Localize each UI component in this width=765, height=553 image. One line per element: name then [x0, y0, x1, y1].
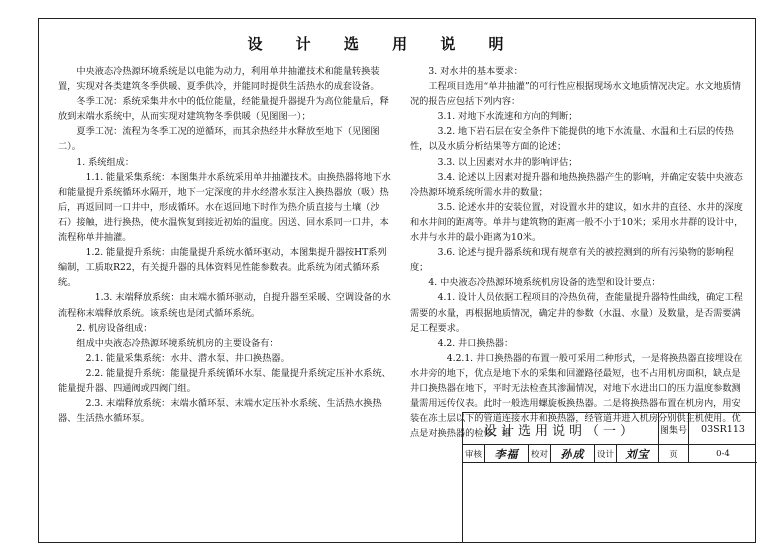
page-number: 0-4: [716, 448, 730, 459]
title-block-header: [462, 412, 756, 444]
paragraph: 2. 机房设备组成：: [76, 322, 153, 334]
check-label: 校对: [529, 445, 551, 462]
paragraph: 4. 中央液态冷热源环境系统机房设备的选型和设计要点：: [428, 277, 661, 289]
paragraph: 3.4. 论述以上因素对提升器和地热换热器产生的影响，并确定安装中央液态冷热源环境系统所需水井的数量；: [410, 171, 743, 198]
paragraph: 中央液态冷热源环境系统是以电能为动力，利用单井抽灌技术和能量转换装置，实现对各类建筑冬季供暖、夏季供冷，并能同时提供生活热水的成套设备。: [58, 66, 380, 93]
paragraph: 3.2. 地下岩石层在安全条件下能提供的地下水流量、水温和土石层的传热性，以及水质分析结果等方面的论述；: [410, 126, 734, 153]
paragraph: 工程项目选用“单井抽灌”的可行性应根据现场水文地质情况决定。水文地质情况的报告应包括下列内容：: [410, 81, 741, 108]
paragraph: 3.1. 对地下水流速和方向的判断；: [437, 111, 578, 123]
paragraph: 4.2.1. 井口换热器的布置一般可采用二种形式，一是将换热器直接埋设在水井旁的地下，优点是地下水的采集和回灌路径最短，也不占用机房面积，缺点是井口换热器在地下，平时无法检查其渗漏情况，对地下水进出口的压力温度参数测量需用远传仪表。此时一般选用螺旋板换热器。二是将换热器布置在机房内，用安装在冻土层以下的管道连接水井和换热器，经管道井进入机房分别供主机使用。优点是对换热器的检修、维: [410, 352, 743, 440]
right-column: [410, 64, 744, 441]
title-block: [462, 412, 756, 543]
atlas-label: 图集号: [659, 413, 689, 445]
paragraph: 1.3. 末端释放系统：由末端水循环驱动，自提升器至采暖、空调设备的水流程称末端释放系统。该系统也是闭式循环系统。: [58, 292, 391, 319]
paragraph: 4.1. 设计人员依据工程项目的冷热负荷，查能量提升器特性曲线，确定工程需要的水量，再根据地质情况，确定井的参数（水温、水量）及数量，是否需要满足工程要求。: [410, 292, 743, 334]
review-label: 审核: [463, 445, 485, 462]
paragraph: 组成中央液态冷热源环境系统机房的主要设备有：: [76, 337, 279, 349]
paragraph: 3.6. 论述与提升器系统和现有规章有关的被控测到的所有污染物的影响程度；: [410, 247, 734, 274]
paragraph: 夏季工况：流程为冬季工况的逆循环，而其余热经井水释放至地下（见图图二）。: [58, 126, 380, 153]
design-signature: 刘宝: [617, 445, 659, 462]
left-column: [58, 64, 391, 426]
paragraph: 2.1. 能量采集系统：水井、潜水泵、井口换热器。: [85, 352, 290, 364]
paragraph: 4.2. 井口换热器：: [437, 337, 514, 349]
paragraph: 3. 对水井的基本要求：: [428, 66, 523, 77]
paragraph: 1.1. 能量采集系统：本图集井水系统采用单井抽灌技术。由换热器将地下水和能量提升系统循环水隔开，地下一定深度的井水经潜水泵注入换热器放（吸）热后，再返回同一口井中，形成循环。水在返回地下时作为热介质直接与土壤（沙石）接触，进行换热，使水温恢复到接近初始的温度。因送、回水系同一口井，本流程称单井抽灌。: [58, 171, 391, 244]
page-label: 页: [659, 445, 689, 462]
paragraph: 1. 系统组成：: [76, 156, 135, 168]
title-block-signatures: [462, 444, 756, 543]
check-signature: 孙成: [551, 445, 595, 462]
signature-row: [463, 445, 757, 463]
paragraph: 3.3. 以上因素对水井的影响评估；: [437, 156, 578, 168]
paragraph: 冬季工况：系统采集井水中的低位能量，经能量提升器提升为高位能量后，释放到末端水系统中，从而实现对建筑物冬季供暖（见图图一）；: [58, 96, 389, 123]
paragraph: 2.2. 能量提升系统：能量提升系统循环水泵、能量提升系统定压补水系统、能量提升器、四通阀或四阀门组。: [58, 367, 391, 394]
paragraph: 2.3. 末端释放系统：末端水循环泵、末端水定压补水系统、生活热水换热器、生活热水循环泵。: [58, 398, 382, 425]
paragraph: 3.5. 论述水井的安装位置，对设置水井的建议，如水井的直径、水井的深度和水井间的距离等。单井与建筑物的距离一般不小于10米；采用水井群的设计中，水井与水井的最小距离为10米。: [410, 201, 744, 244]
atlas-number: 03SR113: [701, 423, 745, 435]
page-title: 设 计 选 用 说 明: [247, 35, 518, 53]
review-signature: 李福: [485, 445, 529, 462]
paragraph: 1.2. 能量提升系统：由能量提升系统水循环驱动，本图集提升器按HT系列编制，工质取R22，有关提升器的具体资料见性能参数表。此系统为闭式循环系统。: [58, 247, 387, 289]
drawing-name: 设计选用说明（一）: [463, 413, 659, 445]
design-label: 设计: [595, 445, 617, 462]
